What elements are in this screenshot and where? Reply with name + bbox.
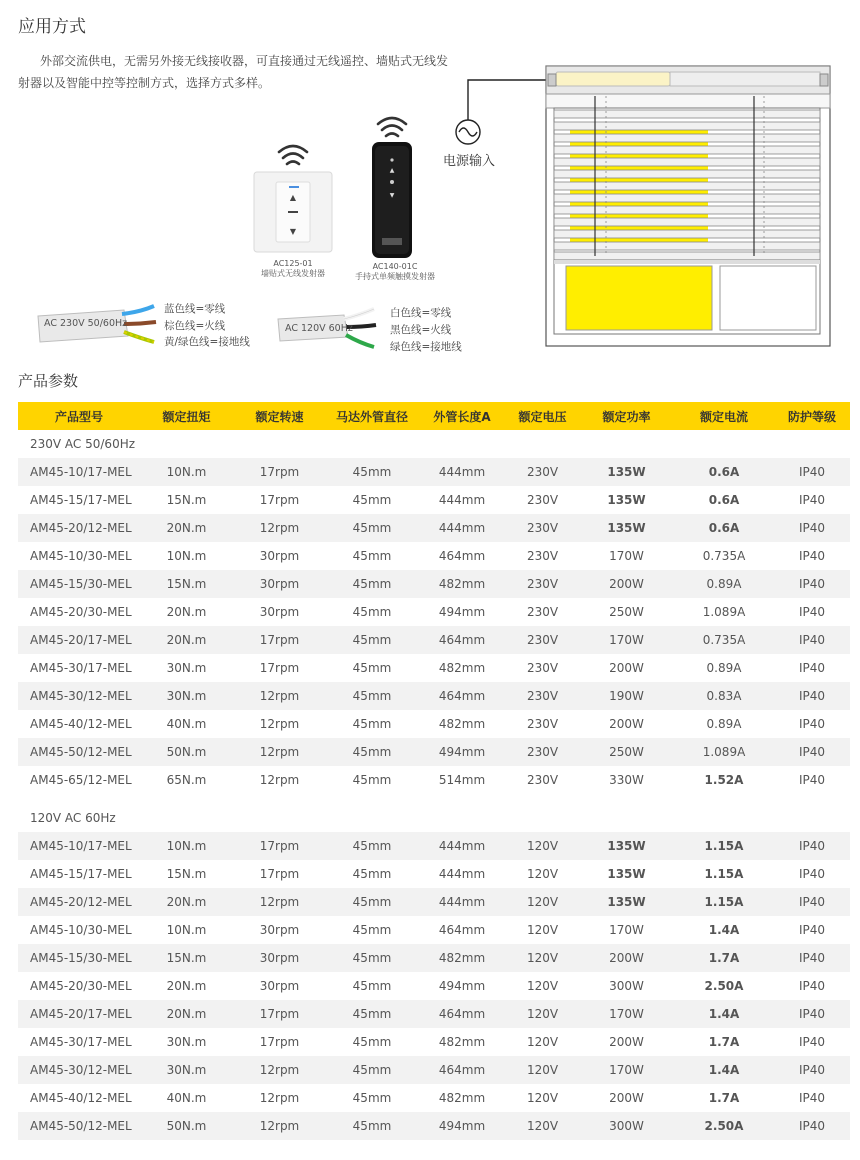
torque-cell: 30N.m <box>140 1056 233 1084</box>
table-row <box>18 514 850 542</box>
current-cell: 1.7A <box>708 1091 740 1105</box>
current-cell: 0.6A <box>674 458 774 486</box>
model-cell: AM45-20/17-MEL <box>18 626 140 654</box>
model-cell: AM45-40/12-MEL <box>30 1091 132 1105</box>
table-row <box>18 766 850 794</box>
speed-cell: 17rpm <box>259 1035 300 1049</box>
current-cell: 1.4A <box>674 1000 774 1028</box>
protection-cell: IP40 <box>798 605 826 619</box>
length-cell: 494mm <box>418 1112 506 1140</box>
model-cell: AM45-40/12-MEL <box>30 717 132 731</box>
length-cell: 464mm <box>418 1000 506 1028</box>
power-cell: 300W <box>609 979 644 993</box>
table-row <box>18 598 850 626</box>
table-header-row <box>18 402 850 430</box>
power-cell: 200W <box>609 661 644 675</box>
table-row <box>18 888 850 916</box>
voltage-cell: 230V <box>526 661 559 675</box>
model-cell: AM45-20/30-MEL <box>30 979 132 993</box>
table-row <box>18 1112 850 1140</box>
desc-line-2: 射器以及智能中控等控制方式，选择方式多样。 <box>18 76 271 90</box>
speed-cell: 30rpm <box>259 549 300 563</box>
torque-cell: 15N.m <box>166 867 207 881</box>
current-cell: 1.089A <box>702 605 746 619</box>
table-row <box>18 1056 850 1084</box>
svg-text:▲: ▲ <box>289 193 297 202</box>
wifi-icon <box>378 118 406 136</box>
protection-cell: IP40 <box>798 717 826 731</box>
speed-cell: 30rpm <box>233 944 326 972</box>
voltage-cell: 120V <box>506 1000 579 1028</box>
protection-cell: IP40 <box>798 1091 826 1105</box>
power-cell: 170W <box>579 1056 674 1084</box>
speed-cell: 30rpm <box>259 923 300 937</box>
length-cell: 444mm <box>418 888 506 916</box>
voltage-cell: 230V <box>526 605 559 619</box>
cable-120v-wire3: 绿色线=接地线 <box>390 341 462 353</box>
header-cell: 额定电压 <box>506 402 579 430</box>
header-cell: 额定电流 <box>674 402 774 430</box>
model-cell: AM45-30/17-MEL <box>30 661 132 675</box>
power-cell: 135W <box>579 888 674 916</box>
voltage-cell: 230V <box>506 458 579 486</box>
power-cell: 190W <box>579 682 674 710</box>
table-row <box>18 570 850 598</box>
voltage-cell: 230V <box>506 738 579 766</box>
section-title-specs: 产品参数 <box>18 372 79 390</box>
handheld-remote-image <box>364 110 424 260</box>
speed-cell: 12rpm <box>233 682 326 710</box>
power-cell: 135W <box>579 514 674 542</box>
model-cell: AM45-10/30-MEL <box>30 923 132 937</box>
protection-cell: IP40 <box>798 923 826 937</box>
power-cell: 135W <box>607 867 646 881</box>
current-cell: 1.7A <box>674 944 774 972</box>
model-cell: AM45-20/17-MEL <box>18 1000 140 1028</box>
diameter-cell: 45mm <box>326 514 418 542</box>
current-cell: 0.89A <box>674 570 774 598</box>
power-cell: 170W <box>579 1000 674 1028</box>
power-cell: 300W <box>579 1112 674 1140</box>
header-cell: 额定转速 <box>233 402 326 430</box>
power-cell: 250W <box>579 738 674 766</box>
section-title-application: 应用方式 <box>18 17 86 37</box>
torque-cell: 20N.m <box>140 1000 233 1028</box>
model-cell: AM45-50/12-MEL <box>18 1112 140 1140</box>
diameter-cell: 45mm <box>352 773 392 787</box>
current-cell: 1.7A <box>708 1035 740 1049</box>
protection-cell: IP40 <box>798 867 826 881</box>
voltage-cell: 230V <box>526 773 559 787</box>
protection-cell: IP40 <box>774 738 850 766</box>
power-cell: 200W <box>609 1091 644 1105</box>
wall-model: AC125-01 <box>273 259 313 268</box>
current-cell: 2.50A <box>704 979 744 993</box>
table-row <box>18 944 850 972</box>
wall-transmitter <box>252 138 334 278</box>
diameter-cell: 45mm <box>326 682 418 710</box>
table-row <box>18 1028 850 1056</box>
power-cell: 170W <box>579 626 674 654</box>
table-row <box>18 1000 850 1028</box>
length-cell: 482mm <box>418 944 506 972</box>
torque-cell: 30N.m <box>166 661 207 675</box>
wall-transmitter-image <box>252 138 334 268</box>
protection-cell: IP40 <box>774 570 850 598</box>
table-row <box>18 916 850 944</box>
protection-cell: IP40 <box>774 682 850 710</box>
speed-cell: 30rpm <box>259 979 300 993</box>
power-cell: 250W <box>609 605 644 619</box>
length-cell: 464mm <box>438 549 486 563</box>
protection-cell: IP40 <box>798 549 826 563</box>
model-cell: AM45-15/17-MEL <box>30 493 132 507</box>
speed-cell: 12rpm <box>233 738 326 766</box>
table-row <box>18 542 850 570</box>
voltage-cell: 120V <box>526 923 559 937</box>
speed-cell: 12rpm <box>233 1112 326 1140</box>
power-cell: 200W <box>609 717 644 731</box>
header-cell: 产品型号 <box>18 402 140 430</box>
voltage-cell: 120V <box>526 867 559 881</box>
torque-cell: 10N.m <box>166 549 207 563</box>
length-cell: 482mm <box>438 661 486 675</box>
torque-cell: 10N.m <box>140 832 233 860</box>
cable-230v-wire2: 棕色线=火线 <box>164 320 226 332</box>
protection-cell: IP40 <box>774 458 850 486</box>
header-cell: 外管长度A <box>418 402 506 430</box>
torque-cell: 15N.m <box>140 570 233 598</box>
diameter-cell: 45mm <box>352 661 392 675</box>
voltage-group-row <box>18 804 850 832</box>
header-cell: 额定扭矩 <box>140 402 233 430</box>
table-row <box>18 626 850 654</box>
model-cell: AM45-10/30-MEL <box>30 549 132 563</box>
speed-cell: 30rpm <box>233 570 326 598</box>
length-cell: 464mm <box>418 626 506 654</box>
model-cell: AM45-30/12-MEL <box>18 682 140 710</box>
power-cell: 200W <box>579 944 674 972</box>
voltage-cell: 230V <box>526 493 559 507</box>
speed-cell: 12rpm <box>233 888 326 916</box>
current-cell: 1.15A <box>704 867 744 881</box>
cable-120v-wire1: 白色线=零线 <box>390 307 452 319</box>
length-cell: 482mm <box>438 717 486 731</box>
power-cell: 200W <box>579 570 674 598</box>
length-cell: 464mm <box>418 682 506 710</box>
power-cell: 135W <box>579 458 674 486</box>
spec-table-body <box>18 430 850 1140</box>
torque-cell: 10N.m <box>166 923 207 937</box>
speed-cell: 17rpm <box>259 867 300 881</box>
blind-diagram <box>440 60 840 350</box>
table-row <box>18 458 850 486</box>
torque-cell: 10N.m <box>140 458 233 486</box>
length-cell: 482mm <box>418 570 506 598</box>
protection-cell: IP40 <box>798 1035 826 1049</box>
voltage-cell: 230V <box>506 570 579 598</box>
voltage-cell: 230V <box>506 682 579 710</box>
cable-120v-label: AC 120V 60Hz <box>285 323 353 334</box>
current-cell: 0.735A <box>702 549 746 563</box>
voltage-cell: 120V <box>526 979 559 993</box>
protection-cell: IP40 <box>798 773 826 787</box>
length-cell: 494mm <box>438 605 486 619</box>
protection-cell: IP40 <box>774 832 850 860</box>
current-cell: 1.15A <box>674 888 774 916</box>
model-cell: AM45-20/12-MEL <box>18 888 140 916</box>
current-cell: 1.15A <box>674 832 774 860</box>
diameter-cell: 45mm <box>352 1091 392 1105</box>
speed-cell: 17rpm <box>259 493 300 507</box>
length-cell: 494mm <box>418 738 506 766</box>
handheld-model: AC140-01C <box>372 262 418 271</box>
current-cell: 1.4A <box>708 923 740 937</box>
torque-cell: 20N.m <box>140 626 233 654</box>
model-cell: AM45-15/17-MEL <box>30 867 132 881</box>
model-cell: AM45-50/12-MEL <box>18 738 140 766</box>
cable-120v-wire2: 黑色线=火线 <box>390 324 452 336</box>
voltage-cell: 120V <box>526 1035 559 1049</box>
svg-text:▼: ▼ <box>389 192 395 199</box>
current-cell: 2.50A <box>674 1112 774 1140</box>
table-row <box>18 832 850 860</box>
diameter-cell: 45mm <box>326 944 418 972</box>
model-cell: AM45-10/17-MEL <box>18 832 140 860</box>
application-description <box>18 50 458 94</box>
header-cell: 防护等级 <box>774 402 850 430</box>
current-cell: 1.4A <box>674 1056 774 1084</box>
model-cell: AM45-20/30-MEL <box>30 605 132 619</box>
current-cell: 0.6A <box>708 493 740 507</box>
model-cell: AM45-30/12-MEL <box>18 1056 140 1084</box>
voltage-group-label: 230V AC 50/60Hz <box>30 437 136 451</box>
diameter-cell: 45mm <box>326 570 418 598</box>
speed-cell: 12rpm <box>233 514 326 542</box>
torque-cell: 40N.m <box>166 717 207 731</box>
current-cell: 0.6A <box>674 514 774 542</box>
power-cell: 135W <box>579 832 674 860</box>
model-cell: AM45-20/12-MEL <box>18 514 140 542</box>
spec-table <box>18 402 850 1140</box>
diameter-cell: 45mm <box>326 1056 418 1084</box>
protection-cell: IP40 <box>774 1000 850 1028</box>
length-cell: 444mm <box>418 832 506 860</box>
protection-cell: IP40 <box>798 493 826 507</box>
desc-line-1: 外部交流供电，无需另外接无线接收器，可直接通过无线遥控、墙贴式无线发 <box>40 54 449 68</box>
torque-cell: 15N.m <box>140 944 233 972</box>
speed-cell: 17rpm <box>233 832 326 860</box>
model-cell: AM45-10/17-MEL <box>18 458 140 486</box>
length-cell: 464mm <box>438 923 486 937</box>
current-cell: 1.089A <box>674 738 774 766</box>
protection-cell: IP40 <box>774 1112 850 1140</box>
speed-cell: 12rpm <box>259 1091 300 1105</box>
table-row <box>18 738 850 766</box>
diameter-cell: 45mm <box>352 717 392 731</box>
length-cell: 444mm <box>438 493 486 507</box>
protection-cell: IP40 <box>798 979 826 993</box>
model-cell: AM45-15/30-MEL <box>18 944 140 972</box>
power-cell: 330W <box>609 773 644 787</box>
voltage-cell: 120V <box>506 1056 579 1084</box>
table-row <box>18 682 850 710</box>
table-row <box>18 1084 850 1112</box>
svg-text:▼: ▼ <box>289 227 297 236</box>
diameter-cell: 45mm <box>326 458 418 486</box>
header-cell: 马达外管直径 <box>326 402 418 430</box>
power-cell: 135W <box>607 493 646 507</box>
length-cell: 464mm <box>418 1056 506 1084</box>
model-cell: AM45-65/12-MEL <box>30 773 132 787</box>
wifi-icon <box>279 146 307 164</box>
length-cell: 444mm <box>418 514 506 542</box>
handheld-transmitter <box>355 110 435 281</box>
spacer-row <box>18 794 850 804</box>
torque-cell: 15N.m <box>166 493 207 507</box>
power-cell: 170W <box>609 549 644 563</box>
power-cell: 170W <box>609 923 644 937</box>
voltage-cell: 120V <box>506 888 579 916</box>
power-line <box>468 80 548 120</box>
protection-cell: IP40 <box>774 944 850 972</box>
diameter-cell: 45mm <box>326 738 418 766</box>
protection-cell: IP40 <box>774 514 850 542</box>
speed-cell: 17rpm <box>259 661 300 675</box>
diameter-cell: 45mm <box>326 832 418 860</box>
torque-cell: 30N.m <box>166 1035 207 1049</box>
voltage-cell: 120V <box>506 832 579 860</box>
protection-cell: IP40 <box>774 888 850 916</box>
current-cell: 0.89A <box>706 661 742 675</box>
diameter-cell: 45mm <box>326 626 418 654</box>
speed-cell: 12rpm <box>259 717 300 731</box>
diameter-cell: 45mm <box>326 888 418 916</box>
voltage-cell: 120V <box>506 944 579 972</box>
wall-name: 墙贴式无线发射器 <box>261 269 325 278</box>
speed-cell: 12rpm <box>233 1056 326 1084</box>
protection-cell: IP40 <box>774 626 850 654</box>
power-input-label: 电源输入 <box>443 154 496 169</box>
table-row <box>18 654 850 682</box>
current-cell: 0.89A <box>706 717 742 731</box>
model-cell: AM45-30/17-MEL <box>30 1035 132 1049</box>
length-cell: 482mm <box>438 1091 486 1105</box>
voltage-cell: 230V <box>526 549 559 563</box>
torque-cell: 50N.m <box>140 738 233 766</box>
torque-cell: 65N.m <box>166 773 207 787</box>
diameter-cell: 45mm <box>352 493 392 507</box>
cable-230v-wire1: 蓝色线=零线 <box>164 303 226 315</box>
torque-cell: 20N.m <box>140 888 233 916</box>
svg-text:▲: ▲ <box>389 167 395 174</box>
speed-cell: 17rpm <box>233 458 326 486</box>
header-cell: 额定功率 <box>579 402 674 430</box>
power-cell: 200W <box>609 1035 644 1049</box>
length-cell: 482mm <box>438 1035 486 1049</box>
length-cell: 494mm <box>438 979 486 993</box>
cable-230v-wire3: 黄/绿色线=接地线 <box>164 336 250 348</box>
voltage-group-label: 120V AC 60Hz <box>30 811 116 825</box>
model-cell: AM45-15/30-MEL <box>18 570 140 598</box>
handheld-name: 手持式单频触摸发射器 <box>355 272 435 281</box>
speed-cell: 12rpm <box>259 773 300 787</box>
current-cell: 1.52A <box>704 773 744 787</box>
diameter-cell: 45mm <box>352 605 392 619</box>
length-cell: 444mm <box>438 867 486 881</box>
diameter-cell: 45mm <box>352 1035 392 1049</box>
voltage-cell: 120V <box>526 1091 559 1105</box>
speed-cell: 30rpm <box>259 605 300 619</box>
voltage-cell: 230V <box>526 717 559 731</box>
torque-cell: 40N.m <box>166 1091 207 1105</box>
voltage-cell: 230V <box>506 626 579 654</box>
current-cell: 0.735A <box>674 626 774 654</box>
length-cell: 444mm <box>418 458 506 486</box>
table-row <box>18 486 850 514</box>
torque-cell: 20N.m <box>166 605 207 619</box>
protection-cell: IP40 <box>774 1056 850 1084</box>
diameter-cell: 45mm <box>352 979 392 993</box>
table-row <box>18 860 850 888</box>
diameter-cell: 45mm <box>326 1000 418 1028</box>
diameter-cell: 45mm <box>326 1112 418 1140</box>
protection-cell: IP40 <box>798 661 826 675</box>
diameter-cell: 45mm <box>352 867 392 881</box>
cable-230v-label: AC 230V 50/60Hz <box>44 318 128 329</box>
current-cell: 0.83A <box>674 682 774 710</box>
speed-cell: 17rpm <box>233 1000 326 1028</box>
diameter-cell: 45mm <box>352 923 392 937</box>
voltage-cell: 120V <box>506 1112 579 1140</box>
speed-cell: 17rpm <box>233 626 326 654</box>
torque-cell: 20N.m <box>166 979 207 993</box>
torque-cell: 50N.m <box>140 1112 233 1140</box>
voltage-cell: 230V <box>506 514 579 542</box>
voltage-group-row <box>18 430 850 458</box>
table-row <box>18 972 850 1000</box>
torque-cell: 30N.m <box>140 682 233 710</box>
table-row <box>18 710 850 738</box>
length-cell: 514mm <box>438 773 486 787</box>
diameter-cell: 45mm <box>352 549 392 563</box>
torque-cell: 20N.m <box>140 514 233 542</box>
